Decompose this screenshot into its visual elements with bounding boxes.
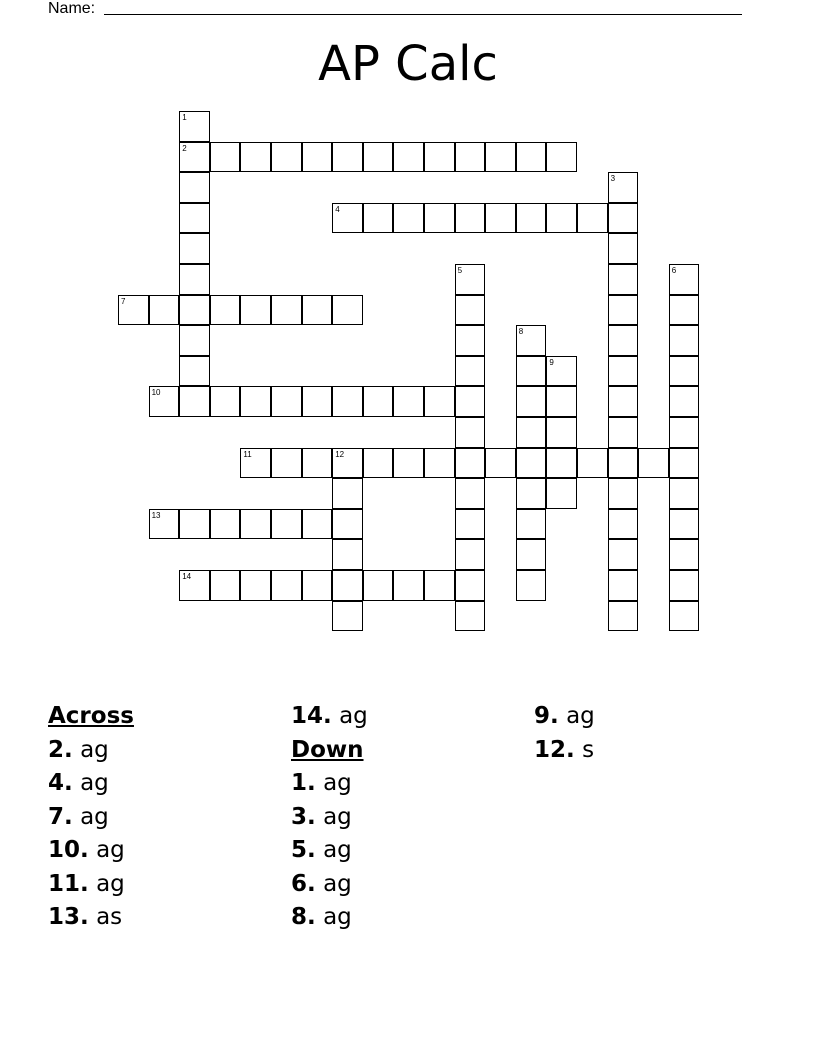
clue-number-label: 8 (518, 327, 524, 337)
grid-cell[interactable] (608, 478, 639, 509)
clue-item-text: ag (80, 770, 109, 796)
clue-item-text: ag (323, 837, 352, 863)
name-label: Name: (48, 0, 96, 17)
clue-item (291, 901, 368, 935)
grid-cell[interactable] (363, 448, 394, 479)
grid-cell[interactable] (302, 509, 333, 540)
grid-cell[interactable] (669, 539, 700, 570)
grid-cell[interactable] (179, 111, 210, 142)
grid-cell[interactable] (516, 356, 547, 387)
grid-cell[interactable] (393, 448, 424, 479)
grid-cell[interactable] (546, 203, 577, 234)
grid-cell[interactable] (516, 386, 547, 417)
grid-cell[interactable] (302, 448, 333, 479)
clue-column-3 (534, 700, 595, 767)
clue-item-number: 11. (48, 870, 89, 897)
clue-item (534, 700, 595, 734)
grid-cell[interactable] (179, 356, 210, 387)
grid-cell[interactable] (332, 539, 363, 570)
grid-cell[interactable] (485, 203, 516, 234)
grid-cell[interactable] (179, 509, 210, 540)
clue-item-number: 14. (291, 703, 332, 729)
grid-cell[interactable] (302, 570, 333, 601)
grid-cell[interactable] (608, 172, 639, 203)
grid-cell[interactable] (546, 356, 577, 387)
grid-cell[interactable] (516, 417, 547, 448)
grid-cell[interactable] (240, 386, 271, 417)
grid-cell[interactable] (332, 142, 363, 173)
grid-cell[interactable] (424, 386, 455, 417)
grid-cell[interactable] (363, 203, 394, 234)
grid-cell[interactable] (424, 570, 455, 601)
clue-item (534, 734, 595, 768)
clue-item-text: ag (323, 803, 352, 830)
grid-cell[interactable] (669, 417, 700, 448)
clue-item-number: 10. (48, 837, 89, 863)
grid-cell[interactable] (455, 448, 486, 479)
grid-cell[interactable] (516, 142, 547, 173)
grid-cell[interactable] (669, 601, 700, 632)
grid-cell[interactable] (393, 203, 424, 234)
clue-item-text: ag (96, 870, 125, 897)
grid-cell[interactable] (516, 478, 547, 509)
grid-cell[interactable] (424, 142, 455, 173)
grid-cell[interactable] (608, 539, 639, 570)
grid-cell[interactable] (424, 448, 455, 479)
clue-item-number: 5. (291, 837, 316, 863)
clue-item (291, 834, 368, 868)
clue-item-text: ag (96, 837, 125, 863)
clue-number-label: 6 (671, 266, 677, 275)
grid-cell[interactable] (516, 325, 547, 356)
clue-item (291, 801, 368, 835)
grid-cell[interactable] (271, 386, 302, 417)
clue-item (291, 868, 368, 902)
clue-number-label: 7 (121, 296, 126, 306)
grid-cell[interactable] (302, 142, 333, 173)
grid-cell[interactable] (608, 264, 639, 295)
clue-item (48, 901, 134, 935)
grid-cell[interactable] (669, 295, 700, 326)
grid-cell[interactable] (271, 142, 302, 173)
grid-cell[interactable] (455, 417, 486, 448)
grid-cell[interactable] (179, 233, 210, 264)
grid-cell[interactable] (363, 386, 394, 417)
grid-cell[interactable] (669, 386, 700, 417)
grid-cell[interactable] (271, 570, 302, 601)
grid-cell[interactable] (608, 386, 639, 417)
grid-cell[interactable] (608, 325, 639, 356)
grid-cell[interactable] (118, 295, 149, 326)
clue-item-number: 9. (534, 703, 559, 729)
clue-item-number: 6. (291, 870, 316, 897)
grid-cell[interactable] (455, 601, 486, 632)
grid-cell[interactable] (240, 509, 271, 540)
grid-cell[interactable] (179, 295, 210, 326)
grid-cell[interactable] (240, 570, 271, 601)
clue-item (48, 834, 134, 868)
clue-item-text: ag (323, 770, 352, 796)
clue-column-1 (48, 700, 134, 935)
clue-number-label: 2 (182, 143, 187, 153)
grid-cell[interactable] (240, 295, 271, 326)
grid-cell[interactable] (455, 570, 486, 601)
grid-cell[interactable] (149, 386, 180, 417)
grid-cell[interactable] (608, 448, 639, 479)
grid-cell[interactable] (179, 325, 210, 356)
grid-cell[interactable] (669, 264, 700, 295)
grid-cell[interactable] (179, 142, 210, 173)
clue-item (291, 700, 368, 734)
clue-item-number: 1. (291, 770, 316, 796)
grid-cell[interactable] (608, 233, 639, 264)
grid-cell[interactable] (669, 448, 700, 479)
grid-cell[interactable] (179, 570, 210, 601)
grid-cell[interactable] (516, 203, 547, 234)
grid-cell[interactable] (210, 142, 241, 173)
grid-cell[interactable] (516, 570, 547, 601)
grid-cell[interactable] (485, 448, 516, 479)
grid-cell[interactable] (149, 509, 180, 540)
grid-cell[interactable] (608, 417, 639, 448)
grid-cell[interactable] (332, 601, 363, 632)
grid-cell[interactable] (455, 386, 486, 417)
grid-cell[interactable] (516, 539, 547, 570)
down-heading: Down (291, 736, 364, 763)
grid-cell[interactable] (179, 172, 210, 203)
clue-item (48, 734, 134, 768)
grid-cell[interactable] (455, 509, 486, 540)
grid-cell[interactable] (669, 570, 700, 601)
grid-cell[interactable] (393, 386, 424, 417)
clue-item-number: 12. (534, 736, 575, 763)
grid-cell[interactable] (424, 203, 455, 234)
grid-cell[interactable] (485, 142, 516, 173)
clue-item-text: ag (80, 736, 109, 763)
grid-cell[interactable] (455, 295, 486, 326)
grid-cell[interactable] (577, 448, 608, 479)
grid-cell[interactable] (332, 509, 363, 540)
grid-cell[interactable] (455, 264, 486, 295)
grid-cell[interactable] (240, 142, 271, 173)
grid-cell[interactable] (179, 264, 210, 295)
clue-item-number: 3. (291, 803, 316, 830)
clue-item (48, 868, 134, 902)
clue-number-label: 4 (335, 204, 340, 214)
clue-item-text: ag (80, 803, 109, 830)
clue-number-label: 1 (182, 113, 187, 122)
clue-item-number: 2. (48, 736, 73, 763)
grid-cell[interactable] (332, 570, 363, 601)
grid-cell[interactable] (363, 142, 394, 173)
grid-cell[interactable] (210, 509, 241, 540)
grid-cell[interactable] (393, 142, 424, 173)
grid-cell[interactable] (669, 325, 700, 356)
grid-cell[interactable] (546, 448, 577, 479)
grid-cell[interactable] (608, 356, 639, 387)
grid-cell[interactable] (271, 509, 302, 540)
clue-item-text: ag (339, 703, 368, 729)
grid-cell[interactable] (608, 203, 639, 234)
grid-cell[interactable] (210, 295, 241, 326)
grid-cell[interactable] (332, 386, 363, 417)
grid-cell[interactable] (240, 448, 271, 479)
clue-item (291, 767, 368, 801)
clue-column-2 (291, 700, 368, 935)
grid-cell[interactable] (546, 386, 577, 417)
grid-cell[interactable] (179, 203, 210, 234)
grid-cell[interactable] (271, 448, 302, 479)
grid-cell[interactable] (393, 570, 424, 601)
clue-item-text: ag (566, 703, 595, 729)
grid-cell[interactable] (363, 570, 394, 601)
grid-cell[interactable] (608, 295, 639, 326)
clue-number-label: 14 (182, 572, 192, 581)
grid-cell[interactable] (455, 478, 486, 509)
clue-number-label: 11 (243, 449, 252, 459)
grid-cell[interactable] (271, 295, 302, 326)
grid-cell[interactable] (608, 601, 639, 632)
clue-item-number: 8. (291, 904, 316, 930)
clue-number-label: 9 (549, 357, 554, 367)
clue-number-label: 13 (151, 510, 161, 520)
across-heading: Across (48, 703, 134, 729)
grid-cell[interactable] (455, 203, 486, 234)
grid-cell[interactable] (669, 356, 700, 387)
grid-cell[interactable] (638, 448, 669, 479)
clue-number-label: 3 (610, 174, 616, 184)
grid-cell[interactable] (608, 570, 639, 601)
clue-number-label: 12 (335, 449, 345, 459)
clue-item-text: as (96, 904, 123, 930)
grid-cell[interactable] (577, 203, 608, 234)
grid-cell[interactable] (455, 356, 486, 387)
grid-cell[interactable] (516, 448, 547, 479)
page-title: AP Calc (318, 36, 498, 92)
clue-item (48, 801, 134, 835)
clue-number-label: 5 (457, 266, 463, 275)
grid-cell[interactable] (179, 386, 210, 417)
grid-cell[interactable] (332, 448, 363, 479)
grid-cell[interactable] (302, 295, 333, 326)
grid-cell[interactable] (455, 539, 486, 570)
grid-cell[interactable] (669, 478, 700, 509)
clue-item-text: ag (323, 870, 352, 897)
grid-cell[interactable] (455, 325, 486, 356)
grid-cell[interactable] (210, 570, 241, 601)
grid-cell[interactable] (332, 295, 363, 326)
grid-cell[interactable] (546, 142, 577, 173)
grid-cell[interactable] (546, 417, 577, 448)
clue-item-number: 13. (48, 904, 89, 930)
grid-cell[interactable] (455, 142, 486, 173)
grid-cell[interactable] (332, 203, 363, 234)
clue-item-text: ag (323, 904, 352, 930)
clue-item-text: s (582, 736, 595, 763)
grid-cell[interactable] (669, 509, 700, 540)
grid-cell[interactable] (149, 295, 180, 326)
grid-cell[interactable] (302, 386, 333, 417)
grid-cell[interactable] (516, 509, 547, 540)
clue-item (48, 767, 134, 801)
clue-item-number: 4. (48, 770, 73, 796)
grid-cell[interactable] (546, 478, 577, 509)
grid-cell[interactable] (608, 509, 639, 540)
grid-cell[interactable] (210, 386, 241, 417)
clue-number-label: 10 (151, 388, 161, 398)
grid-cell[interactable] (332, 478, 363, 509)
clue-item-number: 7. (48, 803, 73, 830)
